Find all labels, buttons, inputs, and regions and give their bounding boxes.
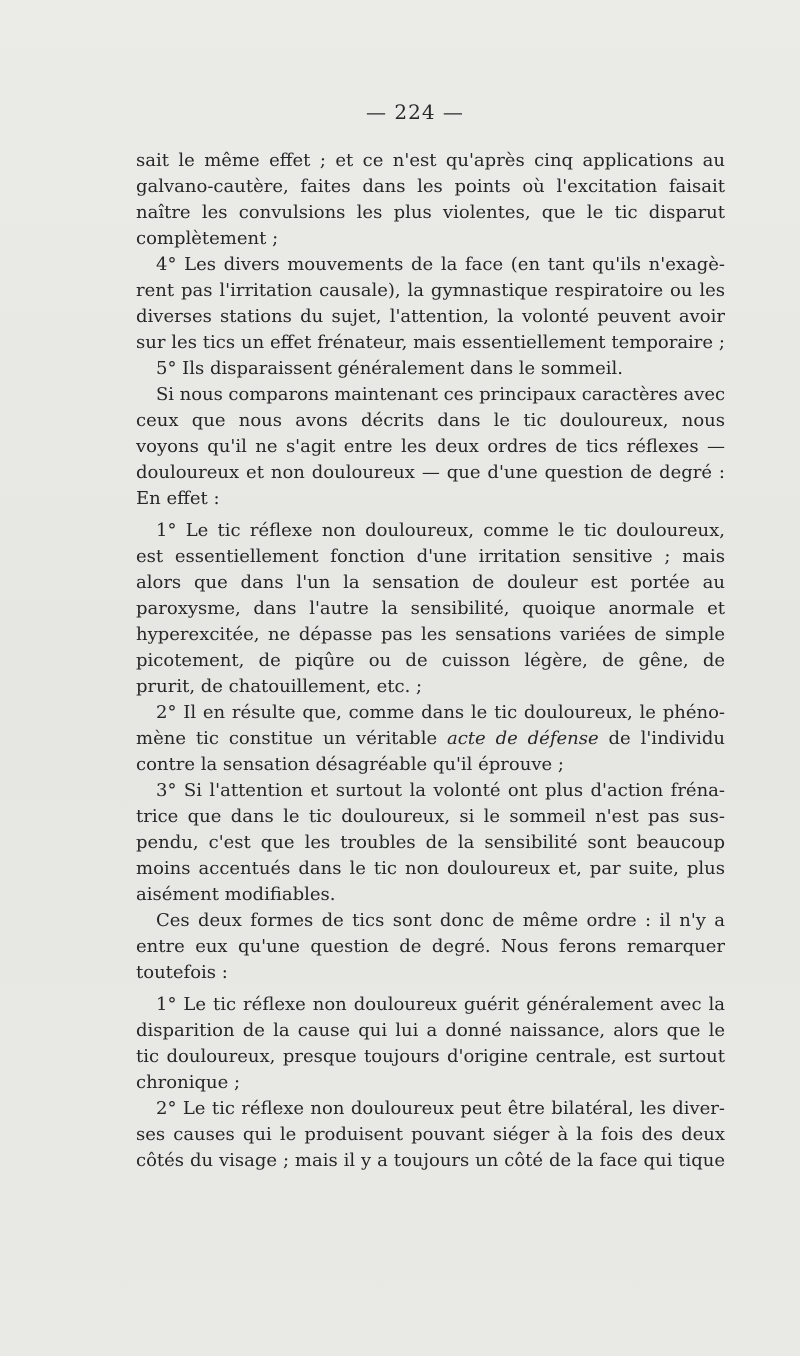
text-line: 1° Le tic réflexe non douloureux, comme le tic douloureux,: [156, 520, 725, 541]
text-line: Si nous comparons maintenant ces principaux caractères avec: [156, 384, 725, 405]
text-line: tic douloureux, presque toujours d'origine centrale, est surtout: [136, 1046, 725, 1067]
body-text: [136, 148, 725, 1174]
text-line: sur les tics un effet frénateur, mais essentiellement temporaire ;: [136, 332, 725, 353]
text-line: diverses stations du sujet, l'attention, la volonté peuvent avoir: [136, 306, 725, 327]
text-line: 2° Il en résulte que, comme dans le tic douloureux, le phéno-: [156, 702, 725, 723]
text-line: alors que dans l'un la sensation de douleur est portée au: [136, 572, 725, 593]
text-line: sait le même effet ; et ce n'est qu'après cinq applications au: [136, 150, 725, 171]
text-line: prurit, de chatouillement, etc. ;: [136, 676, 423, 697]
text-line: est essentiellement fonction d'une irritation sensitive ; mais: [136, 546, 725, 567]
text-line: 3° Si l'attention et surtout la volonté ont plus d'action fréna-: [156, 780, 725, 801]
text-line: entre eux qu'une question de degré. Nous ferons remarquer: [136, 936, 725, 957]
text-line: ceux que nous avons décrits dans le tic douloureux, nous: [136, 410, 725, 431]
text-line: naître les convulsions les plus violentes, que le tic disparut: [136, 202, 725, 223]
text-line: contre la sensation désagréable qu'il éprouve ;: [136, 754, 564, 775]
text-line: 2° Le tic réflexe non douloureux peut être bilatéral, les diver-: [156, 1098, 725, 1119]
page-number: — 224 —: [366, 100, 464, 124]
text-line: hyperexcitée, ne dépasse pas les sensations variées de simple: [136, 624, 725, 645]
italic-phrase: acte de défense: [447, 728, 599, 749]
text-line: Ces deux formes de tics sont donc de même ordre : il n'y a: [156, 910, 725, 931]
text-line: toutefois :: [136, 962, 228, 983]
text-line: 1° Le tic réflexe non douloureux guérit généralement avec la: [156, 994, 725, 1015]
text-line: galvano-cautère, faites dans les points où l'excitation faisait: [136, 176, 725, 197]
text-line: disparition de la cause qui lui a donné naissance, alors que le: [136, 1020, 725, 1041]
text-line: 5° Ils disparaissent généralement dans le sommeil.: [156, 358, 624, 379]
text-line: paroxysme, dans l'autre la sensibilité, quoique anormale et: [136, 598, 725, 619]
text-line-with-italic: mène tic constitue un véritable acte de défense de l'individu: [136, 728, 725, 749]
text-line: moins accentués dans le tic non douloureux et, par suite, plus: [136, 858, 725, 879]
text-line: En effet :: [136, 488, 220, 509]
text-line: chronique ;: [136, 1072, 241, 1093]
text-line: douloureux et non douloureux — que d'une question de degré :: [136, 462, 725, 483]
text-line: trice que dans le tic douloureux, si le sommeil n'est pas sus-: [136, 806, 725, 827]
text-line: rent pas l'irritation causale), la gymnastique respiratoire ou les: [136, 280, 725, 301]
text-line: voyons qu'il ne s'agit entre les deux ordres de tics réflexes —: [136, 436, 725, 457]
text-line: pendu, c'est que les troubles de la sensibilité sont beaucoup: [136, 832, 725, 853]
text-line: picotement, de piqûre ou de cuisson légère, de gêne, de: [136, 650, 725, 671]
text-line: 4° Les divers mouvements de la face (en tant qu'ils n'exagè-: [156, 254, 725, 275]
text-line: complètement ;: [136, 228, 279, 249]
text-line: ses causes qui le produisent pouvant siéger à la fois des deux: [136, 1124, 725, 1145]
text-line: aisément modifiables.: [136, 884, 336, 905]
text-line: côtés du visage ; mais il y a toujours un côté de la face qui tique: [136, 1150, 725, 1171]
